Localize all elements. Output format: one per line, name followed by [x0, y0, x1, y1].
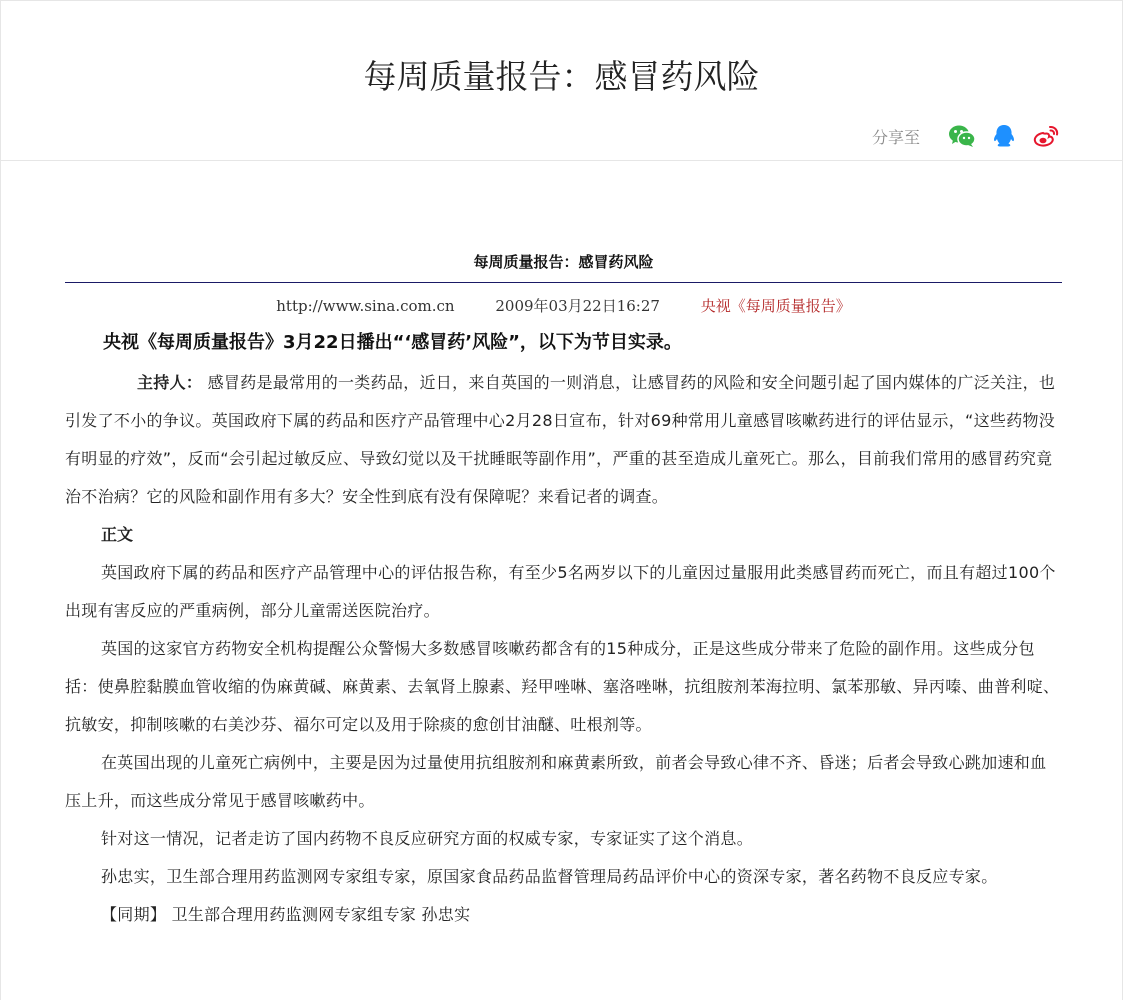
host-label: 主持人： [137, 373, 203, 392]
section-heading: 正文 [101, 525, 134, 544]
host-text: 感冒药是最常用的一类药品，近日，来自英国的一则消息，让感冒药的风险和安全问题引起了国内媒体的广泛关注，也引发了不小的争议。英国政府下属的药品和医疗产品管理中心2月28日宣布，针对69种常用儿童感冒咳嗽药进行的评估显示，“这些药物没有明显的疗效”，反而“会引起过敏反应、导致幻觉以及干扰睡眠等副作用”，严重的甚至造成儿童死亡。那么，目前我们常用的感冒药究竟治不治病？它的风险和副作用有多大？安全性到底有没有保障呢？来看记者的调查。 [65, 373, 1056, 506]
body-paragraph: 【同期】 卫生部合理用药监测网专家组专家 孙忠实 [101, 905, 471, 924]
body-paragraph: 孙忠实，卫生部合理用药监测网专家组专家，原国家食品药品监督管理局药品评价中心的资深专家，著名药物不良反应专家。 [101, 867, 998, 886]
page-title: 每周质量报告：感冒药风险 [363, 57, 760, 96]
host-paragraph [65, 364, 1062, 516]
article-meta [65, 295, 1062, 316]
wechat-icon[interactable] [948, 123, 976, 149]
body-paragraph: 英国的这家官方药物安全机构提醒公众警惕大多数感冒咳嗽药都含有的15种成分，正是这些成分带来了危险的副作用。这些成分包括：使鼻腔黏膜血管收缩的伪麻黄碱、麻黄素、去氧肾上腺素、羟甲唑啉、塞洛唑啉，抗组胺剂苯海拉明、氯苯那敏、异丙嗪、曲普利啶、抗敏安，抑制咳嗽的右美沙芬、福尔可定以及用于除痰的愈创甘油醚、吐根剂等。 [65, 639, 1060, 734]
meta-url: http://www.sina.com.cn [276, 297, 455, 315]
page-header [1, 1, 1122, 161]
share-bar [872, 123, 1060, 149]
body-paragraph: 在英国出现的儿童死亡病例中，主要是因为过量使用抗组胺剂和麻黄素所致，前者会导致心律不齐、昏迷；后者会导致心跳加速和血压上升，而这些成分常见于感冒咳嗽药中。 [65, 753, 1047, 810]
article-title: 每周质量报告：感冒药风险 [65, 251, 1062, 283]
share-label: 分享至 [871, 127, 920, 147]
meta-date: 2009年03月22日16:27 [495, 297, 660, 315]
qq-icon[interactable] [990, 123, 1018, 149]
weibo-icon[interactable] [1032, 123, 1060, 149]
body-paragraph: 针对这一情况，记者走访了国内药物不良反应研究方面的权威专家，专家证实了这个消息。 [101, 829, 754, 848]
article-lead: 央视《每周质量报告》3月22日播出“‘感冒药’风险”，以下为节目实录。 [103, 332, 682, 353]
body-paragraph: 英国政府下属的药品和医疗产品管理中心的评估报告称，有至少5名两岁以下的儿童因过量服用此类感冒药而死亡，而且有超过100个出现有害反应的严重病例，部分儿童需送医院治疗。 [65, 563, 1056, 620]
article [65, 251, 1062, 934]
meta-source-link[interactable]: 央视《每周质量报告》 [700, 297, 851, 315]
